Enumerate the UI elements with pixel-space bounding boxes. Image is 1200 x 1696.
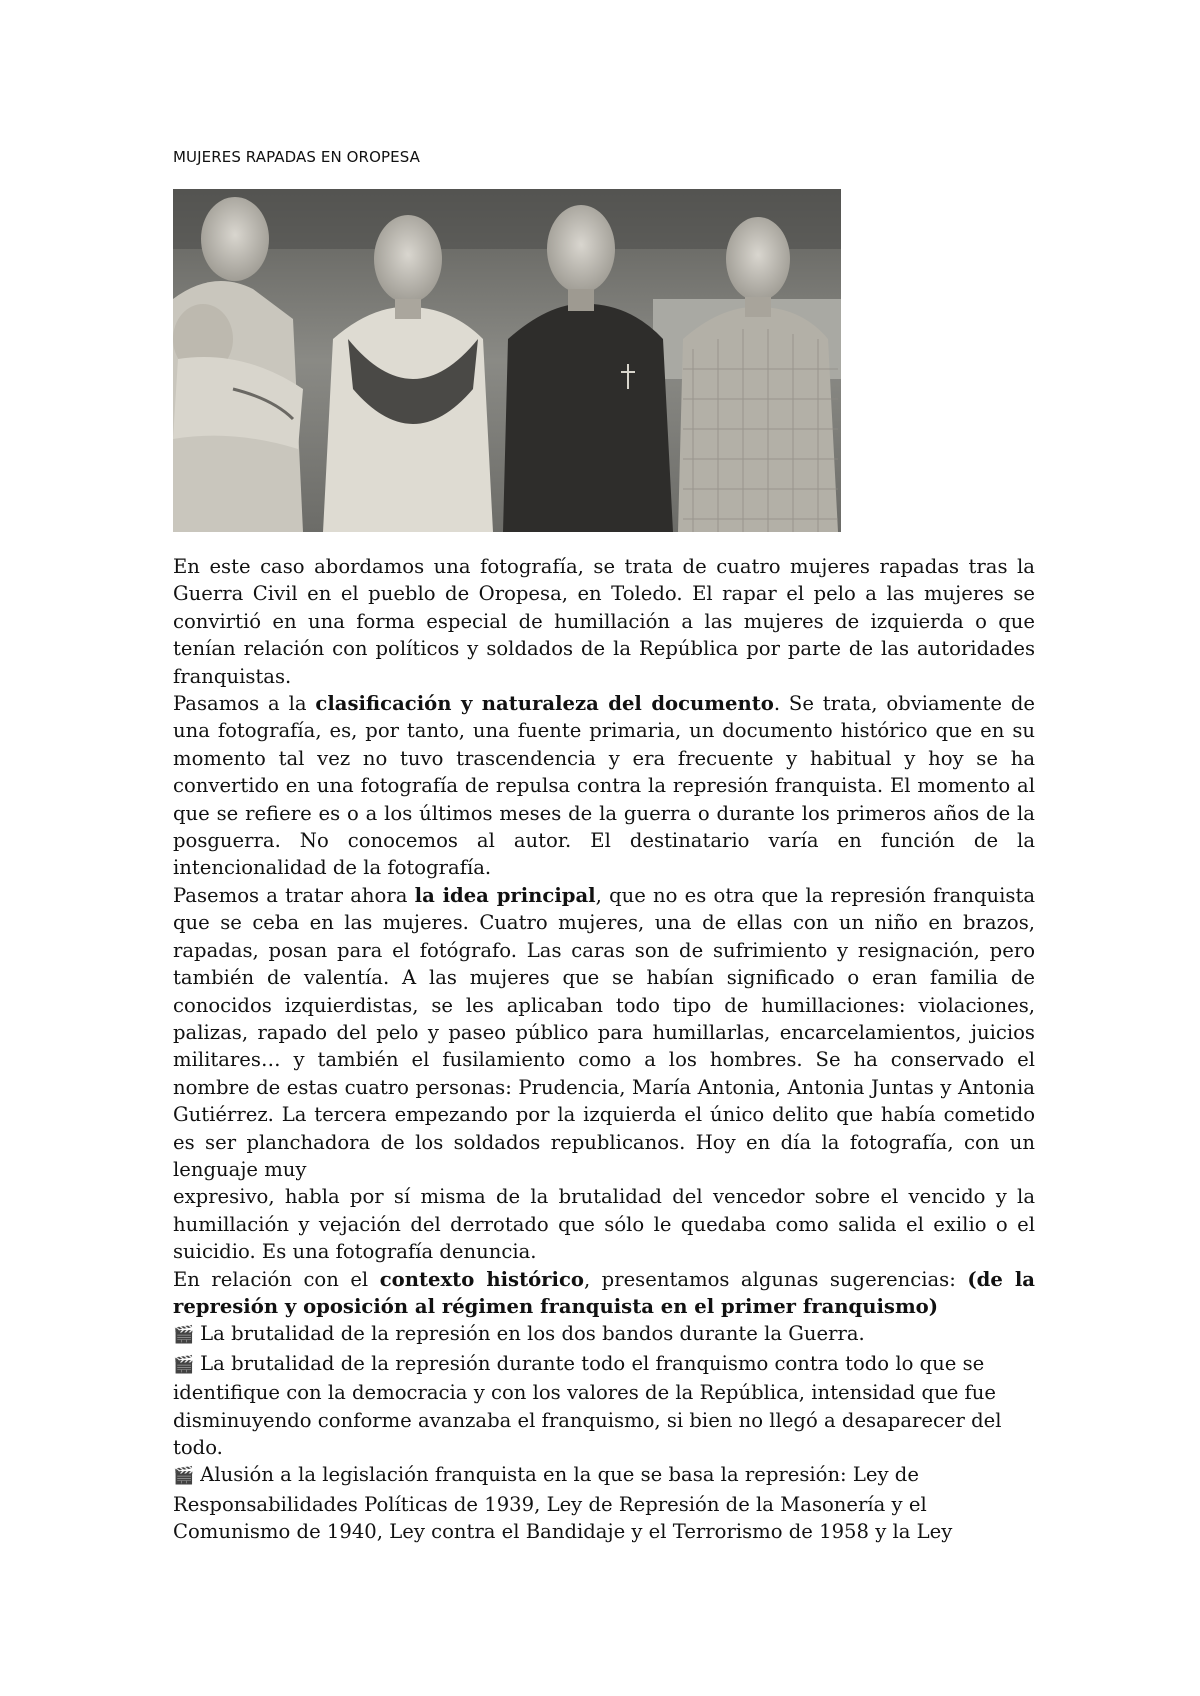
document-body	[173, 553, 1035, 1546]
clapperboard-icon: 🎬	[173, 1325, 195, 1346]
bold-term: clasificación y naturaleza del documento	[315, 692, 774, 716]
photo-of-four-women-icon	[173, 189, 841, 532]
paragraph-expressive: expresivo, habla por sí misma de la brutalidad del vencedor sobre el vencido y la humillación y vejación del derrotado que sólo le quedaba como salida el exilio o el suicidio. Es una fotografía denuncia.	[173, 1185, 1035, 1264]
historical-photo	[173, 189, 841, 532]
clapperboard-icon: 🎬	[173, 1354, 195, 1375]
bullet-text: La brutalidad de la represión en los dos bandos durante la Guerra.	[200, 1322, 865, 1346]
bullet-item	[173, 1320, 1035, 1349]
paragraph-intro: En este caso abordamos una fotografía, se trata de cuatro mujeres rapadas tras la Guerra Civil en el pueblo de Oropesa, en Toledo. El rapar el pelo a las mujeres se convirtió en una forma especial de humillación a las mujeres de izquierda o que tenían relación con políticos y soldados de la República por parte de las autoridades franquistas.	[173, 555, 1035, 688]
bold-term: contexto histórico	[379, 1267, 584, 1291]
bullet-text: Alusión a la legislación franquista en la que se basa la represión: Ley de Responsabilidades Políticas de 1939, Ley de Represión de la Masonería y el Comunismo de 1940, Ley contra el Bandidaje y el Terrorismo de 1958 y la Ley	[173, 1463, 953, 1544]
text-run: , presentamos algunas sugerencias:	[583, 1267, 968, 1291]
document-title: MUJERES RAPADAS EN OROPESA	[173, 148, 420, 166]
bullet-text: La brutalidad de la represión durante todo el franquismo contra todo lo que se identifique con la democracia y con los valores de la República, intensidad que fue disminuyendo conforme avanzaba el franquismo, si bien no llegó a desaparecer del todo.	[173, 1351, 1002, 1459]
text-run: Pasamos a la	[173, 692, 316, 716]
bold-term: la idea principal	[414, 883, 596, 907]
clapperboard-icon: 🎬	[173, 1466, 195, 1487]
text-run: En relación con el	[173, 1267, 380, 1291]
text-run: , que no es otra que la represión franquista que se ceba en las mujeres. Cuatro mujeres, una de ellas con un niño en brazos, rapadas, posan para el fotógrafo. Las caras son de sufrimiento y resignación, pero también de valentía. A las mujeres que se habían significado o eran familia de conocidos izquierdistas, se les aplicaban todo tipo de humillaciones: violaciones, palizas, rapado del pelo y paseo público para humillarlas, encarcelamientos, juicios militares… y también el fusilamiento como a los hombres. Se ha conservado el nombre de estas cuatro personas: Prudencia, María Antonia, Antonia Juntas y Antonia Gutiérrez. La tercera empezando por la izquierda el único delito que había cometido es ser planchadora de los soldados republicanos. Hoy en día la fotografía, con un lenguaje muy	[173, 883, 1036, 1181]
paragraph-context	[173, 1266, 1035, 1321]
paragraph-main-idea	[173, 882, 1035, 1183]
text-run: . Se trata, obviamente de una fotografía, es, por tanto, una fuente primaria, un documento histórico que en su momento tal vez no tuvo trascendencia y era frecuente y habitual y hoy se ha convertido en una fotografía de repulsa contra la represión franquista. El momento al que se refiere es o a los últimos meses de la guerra o durante los primeros años de la posguerra. No conocemos al autor. El destinatario varía en función de la intencionalidad de la fotografía.	[173, 692, 1036, 880]
paragraph-classification	[173, 690, 1035, 882]
text-run: Pasemos a tratar ahora	[173, 883, 415, 907]
bullet-item	[173, 1461, 1035, 1545]
bold-term: (de la represión y oposición al régimen franquista en el primer franquismo)	[173, 1267, 1036, 1318]
bullet-item	[173, 1350, 1035, 1462]
